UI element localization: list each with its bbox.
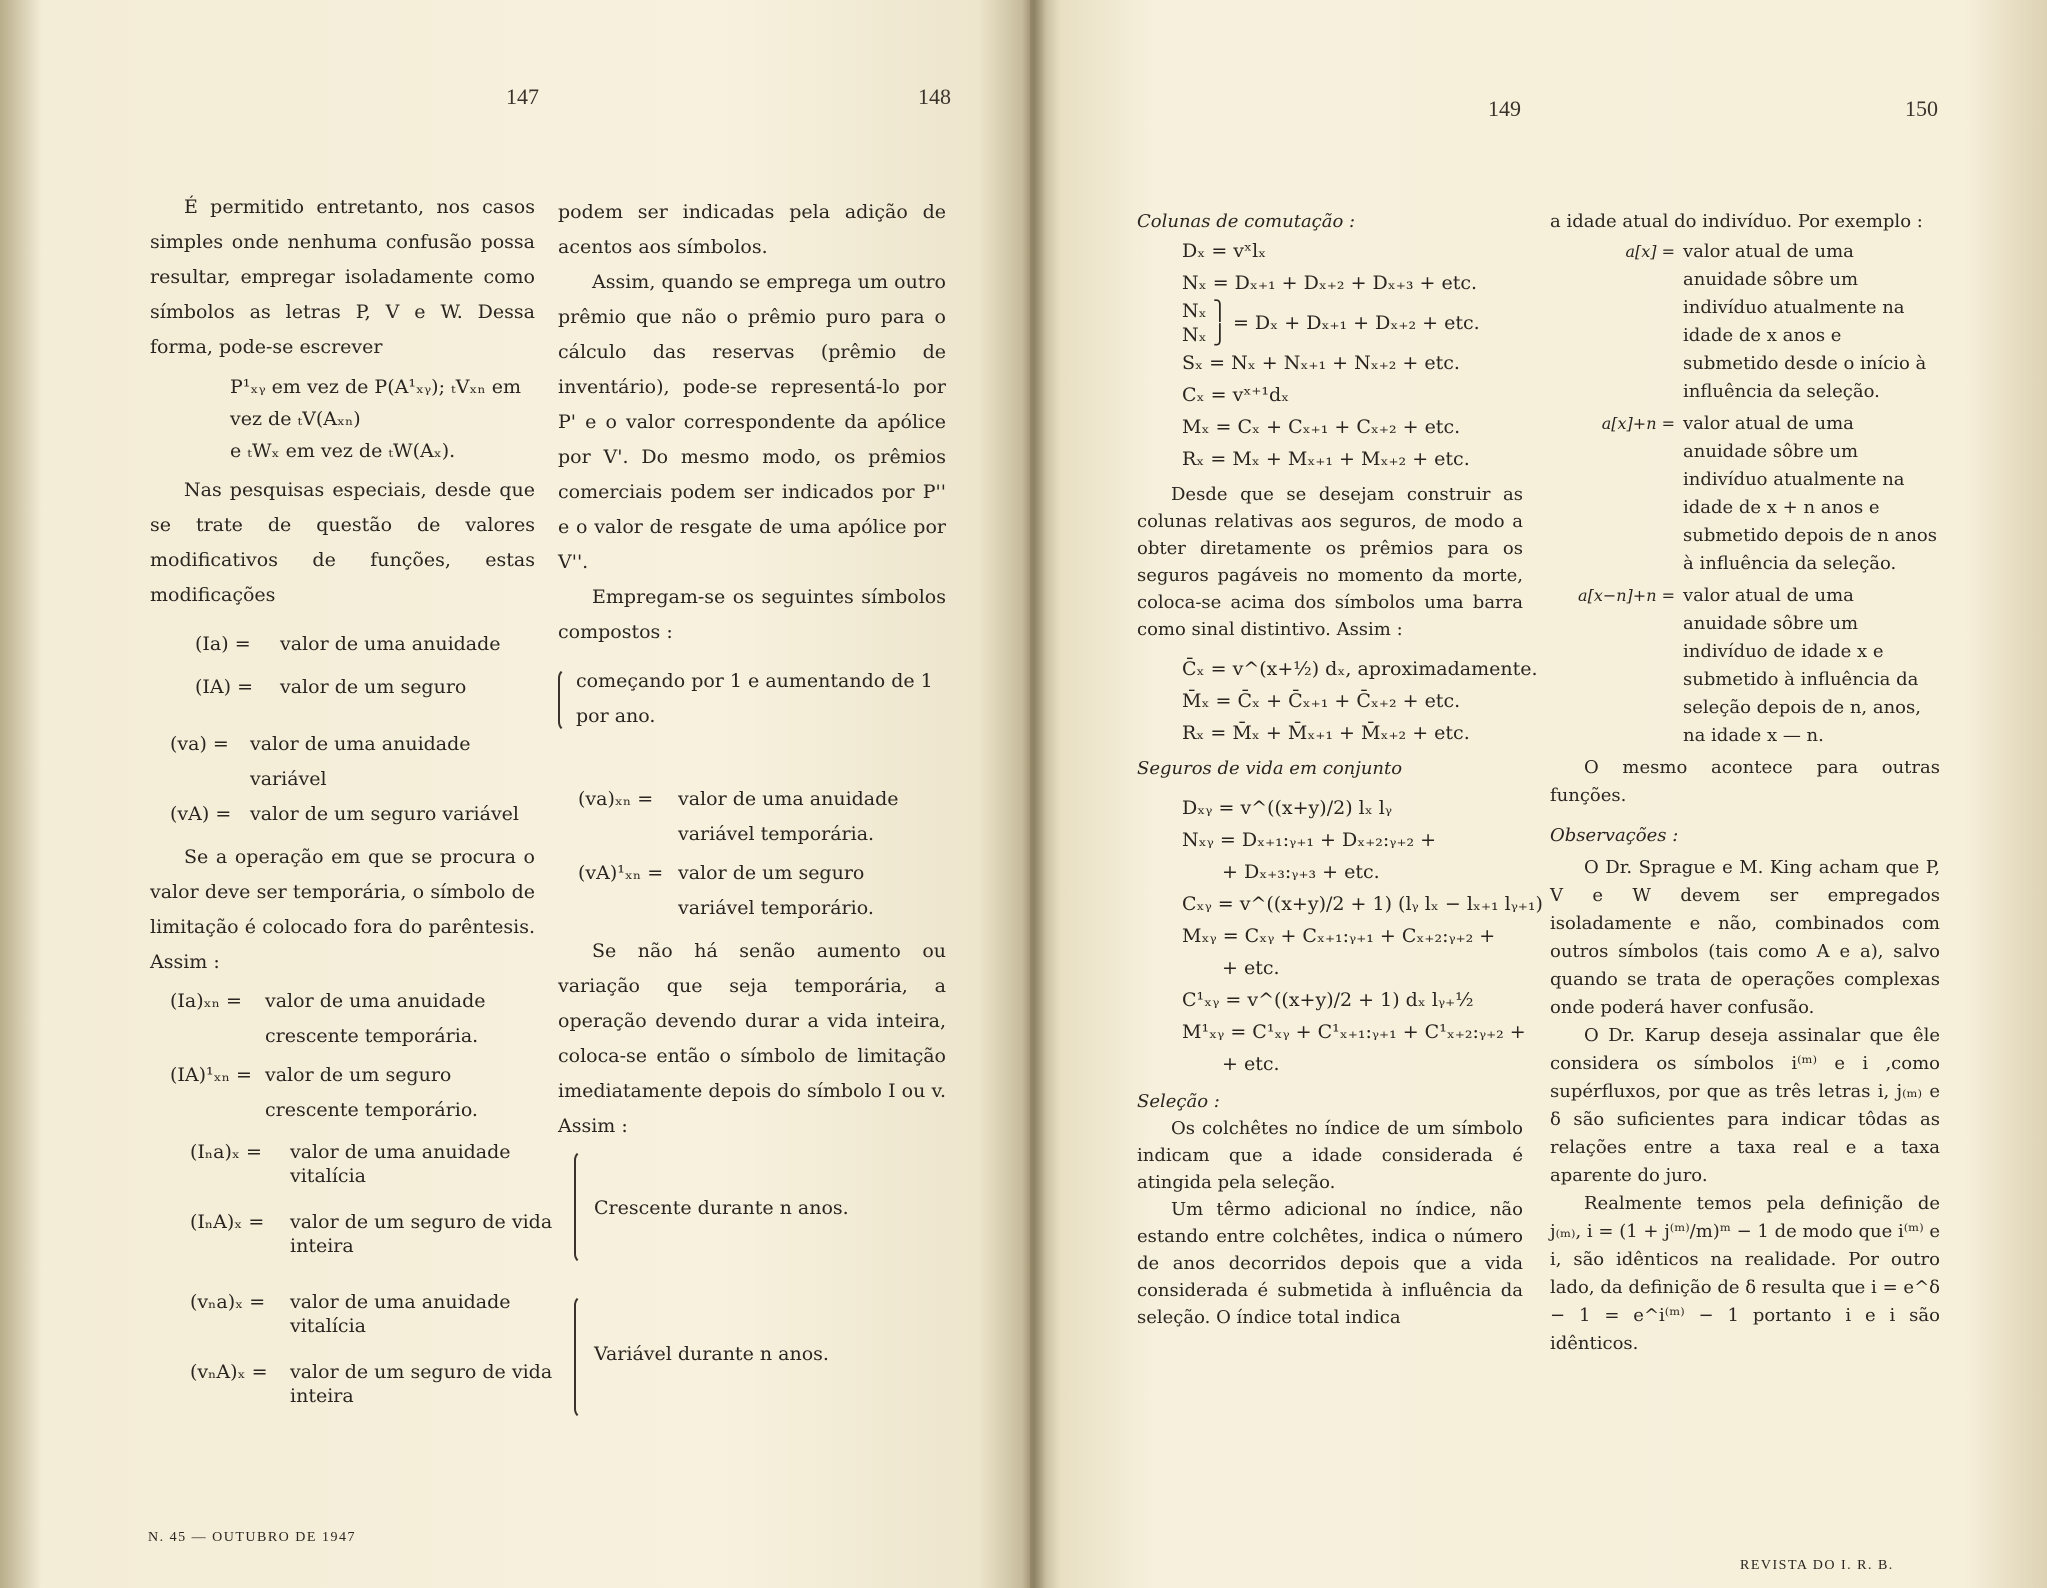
- definition-row: [578, 782, 946, 852]
- formula-line: + etc.: [1222, 957, 1280, 979]
- definition-text: valor de um seguro crescente temporário.: [265, 1064, 478, 1121]
- formula-line: Dₓ = vˣlₓ: [1182, 240, 1267, 262]
- definition-list: [558, 782, 946, 926]
- definition-symbol: (Iₙa)ₓ =: [190, 1141, 262, 1163]
- paragraph: O Dr. Karup deseja assinalar que êle considera os símbolos i⁽ᵐ⁾ e i ,como supérfluxos, por que as três letras i, j₍ₘ₎ e δ são suficientes para indicar tôdas as relações entre a taxa real e a taxa aparente do juro.: [1550, 1025, 1940, 1186]
- formula-line: M¹ₓᵧ = C¹ₓᵧ + C¹ₓ₊₁:ᵧ₊₁ + C¹ₓ₊₂:ᵧ₊₂ +: [1182, 1021, 1526, 1043]
- definition-symbol: (vₙa)ₓ =: [190, 1291, 266, 1313]
- definition-list: [150, 984, 535, 1128]
- page-number-150: 150: [1905, 96, 1938, 121]
- brace-text: Variável durante n anos.: [594, 1343, 829, 1365]
- book-gutter: [1022, 0, 1046, 1588]
- brace-text: Crescente durante n anos.: [594, 1197, 849, 1219]
- footer-journal: REVISTA DO I. R. B.: [1740, 1558, 1894, 1573]
- definition-text: valor de uma anuidade crescente temporária.: [265, 990, 486, 1047]
- formula-line: Nₓ = Dₓ₊₁ + Dₓ₊₂ + Dₓ₊₃ + etc.: [1182, 272, 1478, 294]
- paragraph: Assim, quando se emprega um outro prêmio que não o prêmio puro para o cálculo das reservas (prêmio de inventário), pode-se representá-lo por P' e o valor correspondente da apólice por V'. Do mesmo modo, os prêmios comerciais podem ser indicados por P'' e o valor de resgate de uma apólice por V''.: [558, 271, 946, 573]
- paragraph: a idade atual do indivíduo. Por exemplo :: [1550, 211, 1923, 232]
- brace-mark: [558, 668, 568, 732]
- paragraph: Um têrmo adicional no índice, não estando entre colchêtes, indica o número de anos decorridos depois que a vida considerada é submetida à influência da seleção. O índice total indica: [1137, 1199, 1523, 1328]
- brace-mark: [574, 1295, 586, 1419]
- paragraph: O Dr. Sprague e M. King acham que P, V e W devem ser empregados isoladamente e não, combinados com outros símbolos (tais como A e a), salvo quando se trata de operações complexas onde poderá haver confusão.: [1550, 857, 1940, 1018]
- paragraph: Empregam-se os seguintes símbolos compostos :: [558, 586, 946, 643]
- definition-row: [190, 1290, 590, 1338]
- definition-text: valor de uma anuidade variável temporária.: [678, 788, 899, 845]
- formula-block: [1137, 792, 1543, 1080]
- definition-symbol: (Ia)ₓₙ =: [170, 990, 242, 1012]
- paragraph: Desde que se desejam construir as colunas relativas aos seguros, de modo a obter diretamente os prêmios para os seguros pagáveis no momento da morte, coloca-se acima dos símbolos uma barra como sinal distintivo. Assim :: [1137, 484, 1523, 640]
- definition-symbol: a[x−n]+n =: [1578, 586, 1675, 605]
- formula-line: Cₓᵧ = v^((x+y)/2 + 1) (lᵧ lₓ − lₓ₊₁ lᵧ₊₁): [1182, 893, 1543, 915]
- brace-text: começando por 1 e aumentando de 1 por ano.: [576, 670, 933, 727]
- formula-line: + etc.: [1222, 1053, 1280, 1075]
- definition-symbol: (IₙA)ₓ =: [190, 1211, 265, 1233]
- paragraph: Se a operação em que se procura o valor deve ser temporária, o símbolo de limitação é colocado fora do parêntesis. Assim :: [150, 846, 535, 973]
- section-heading: Observações :: [1550, 825, 1679, 846]
- formula-block: [1137, 653, 1538, 749]
- definition-symbol: (vA)¹ₓₙ =: [578, 862, 664, 884]
- definition-symbol: (vA) =: [170, 803, 232, 825]
- definition-row: [578, 856, 946, 926]
- brace-mark: [574, 1150, 586, 1264]
- page-147-column: [150, 190, 535, 1128]
- definition-symbol: (IA)¹ₓₙ =: [170, 1064, 252, 1086]
- definition-symbol: a[x] =: [1625, 242, 1675, 261]
- formula-part: Nₓ ⎭: [1182, 324, 1227, 346]
- paragraph: O mesmo acontece para outras funções.: [1550, 757, 1940, 806]
- definition-text: valor atual de uma anuidade sôbre um indivíduo atualmente na idade de x anos e submetido desde o início à influência da seleção.: [1683, 241, 1927, 402]
- formula-line: Rₓ = M̄ₓ + M̄ₓ₊₁ + M̄ₓ₊₂ + etc.: [1182, 722, 1470, 744]
- definition-row: [1550, 238, 1940, 406]
- paragraph: É permitido entretanto, nos casos simples onde nenhuma confusão possa resultar, empregar isoladamente como símbolos as letras P, V e W. Dessa forma, pode-se escrever: [150, 196, 535, 358]
- formula-line: Rₓ = Mₓ + Mₓ₊₁ + Mₓ₊₂ + etc.: [1182, 448, 1470, 470]
- formula-part: = Dₓ + Dₓ₊₁ + Dₓ₊₂ + etc.: [1232, 312, 1480, 334]
- formula-line: [1182, 299, 1523, 347]
- definition-text: valor de uma anuidade: [280, 633, 501, 655]
- formula-line: C¹ₓᵧ = v^((x+y)/2 + 1) dₓ lᵧ₊½: [1182, 989, 1474, 1011]
- definition-text: valor de um seguro de vida inteira: [290, 1211, 553, 1257]
- page-150-column: [1550, 208, 1940, 1358]
- section-heading: Seguros de vida em conjunto: [1137, 758, 1403, 779]
- formula-line: vez de ₜV(Aₓₙ): [230, 408, 361, 430]
- increasing-symbols-table: [190, 1140, 590, 1258]
- formula-line: Cₓ = vˣ⁺¹dₓ: [1182, 384, 1290, 406]
- paragraph: Os colchêtes no índice de um símbolo indicam que a idade considerada é atingida pela seleção.: [1137, 1118, 1523, 1193]
- definition-row: [170, 984, 535, 1054]
- paragraph: Se não há senão aumento ou variação que seja temporária, a operação devendo durar a vida inteira, coloca-se então o símbolo de limitação imediatamente depois do símbolo I ou v. Assim :: [558, 940, 946, 1137]
- definition-row: [190, 1360, 590, 1408]
- definition-text: valor de um seguro variável temporário.: [678, 862, 874, 919]
- brace-note: [558, 664, 946, 734]
- formula-line: Dₓᵧ = v^((x+y)/2) lₓ lᵧ: [1182, 797, 1393, 819]
- paragraph: Nas pesquisas especiais, desde que se trate de questão de valores modificativos de funções, estas modificações: [150, 479, 535, 606]
- definition-text: valor atual de uma anuidade sôbre um indivíduo de idade x e submetido à influência da seleção depois de n, anos, na idade x — n.: [1683, 585, 1921, 746]
- formula-part: Nₓ ⎫: [1182, 300, 1227, 322]
- formula-line: Mₓᵧ = Cₓᵧ + Cₓ₊₁:ᵧ₊₁ + Cₓ₊₂:ᵧ₊₂ +: [1182, 925, 1496, 947]
- section-heading: Seleção :: [1137, 1091, 1220, 1112]
- definition-row: [170, 797, 535, 832]
- definition-text: valor de um seguro: [280, 676, 467, 698]
- definition-list: [150, 627, 535, 705]
- page-number-147: 147: [506, 84, 539, 109]
- definition-row: [170, 1058, 535, 1128]
- definition-symbol: (va) =: [170, 733, 229, 755]
- definition-text: valor de uma anuidade vitalícia: [290, 1141, 511, 1187]
- formula-line: + Dₓ₊₃:ᵧ₊₃ + etc.: [1222, 861, 1380, 883]
- formula-line: e ₜWₓ em vez de ₜW(Aₓ).: [230, 440, 456, 462]
- definition-row: [1550, 410, 1940, 578]
- page-149-column: [1137, 208, 1543, 1331]
- definition-list: [1550, 238, 1940, 750]
- definition-symbol: a[x]+n =: [1601, 414, 1675, 433]
- definition-text: valor atual de uma anuidade sôbre um indivíduo atualmente na idade de x + n anos e submetido depois de n anos à influência da seleção.: [1683, 413, 1938, 574]
- page-number-149: 149: [1488, 96, 1521, 121]
- definition-row: [190, 1140, 590, 1188]
- definition-text: valor de uma anuidade variável: [250, 733, 471, 790]
- definition-symbol: (IA) =: [195, 676, 254, 698]
- definition-row: [170, 727, 535, 797]
- definition-symbol: (va)ₓₙ =: [578, 788, 654, 810]
- page-148-column: [558, 195, 946, 1144]
- formula-line: Nₓᵧ = Dₓ₊₁:ᵧ₊₁ + Dₓ₊₂:ᵧ₊₂ +: [1182, 829, 1437, 851]
- definition-row: [190, 1210, 590, 1258]
- definition-text: valor de uma anuidade vitalícia: [290, 1291, 511, 1337]
- definition-symbol: (Ia) =: [195, 633, 251, 655]
- formula-line: Sₓ = Nₓ + Nₓ₊₁ + Nₓ₊₂ + etc.: [1182, 352, 1460, 374]
- formula-block: [150, 371, 535, 467]
- page-number-148: 148: [918, 84, 951, 109]
- footer-issue: N. 45 — OUTUBRO DE 1947: [148, 1530, 356, 1545]
- definition-symbol: (vₙA)ₓ =: [190, 1361, 268, 1383]
- formula-line: P¹ₓᵧ em vez de P(A¹ₓᵧ); ₜVₓₙ em: [230, 376, 521, 398]
- formula-block: [1137, 235, 1523, 475]
- definition-row: [195, 627, 535, 662]
- section-heading: Colunas de comutação :: [1137, 211, 1356, 232]
- paragraph: podem ser indicadas pela adição de acentos aos símbolos.: [558, 201, 946, 258]
- definition-text: valor de um seguro de vida inteira: [290, 1361, 553, 1407]
- variable-symbols-table: [190, 1290, 590, 1408]
- formula-line: M̄ₓ = C̄ₓ + C̄ₓ₊₁ + C̄ₓ₊₂ + etc.: [1182, 690, 1461, 712]
- definition-list: [150, 727, 535, 832]
- definition-row: [1550, 582, 1940, 750]
- formula-line: Mₓ = Cₓ + Cₓ₊₁ + Cₓ₊₂ + etc.: [1182, 416, 1461, 438]
- definition-text: valor de um seguro variável: [250, 803, 519, 825]
- definition-row: [195, 670, 535, 705]
- paragraph: Realmente temos pela definição de j₍ₘ₎, i = (1 + j⁽ᵐ⁾/m)ᵐ − 1 de modo que i⁽ᵐ⁾ e i, são idênticos na realidade. Por outro lado, da definição de δ resulta que i = e^δ − 1 = e^i⁽ᵐ⁾ − 1 portanto i e i são idênticos.: [1550, 1193, 1940, 1354]
- formula-line: C̄ₓ = v^(x+½) dₓ, aproximadamente.: [1182, 658, 1538, 680]
